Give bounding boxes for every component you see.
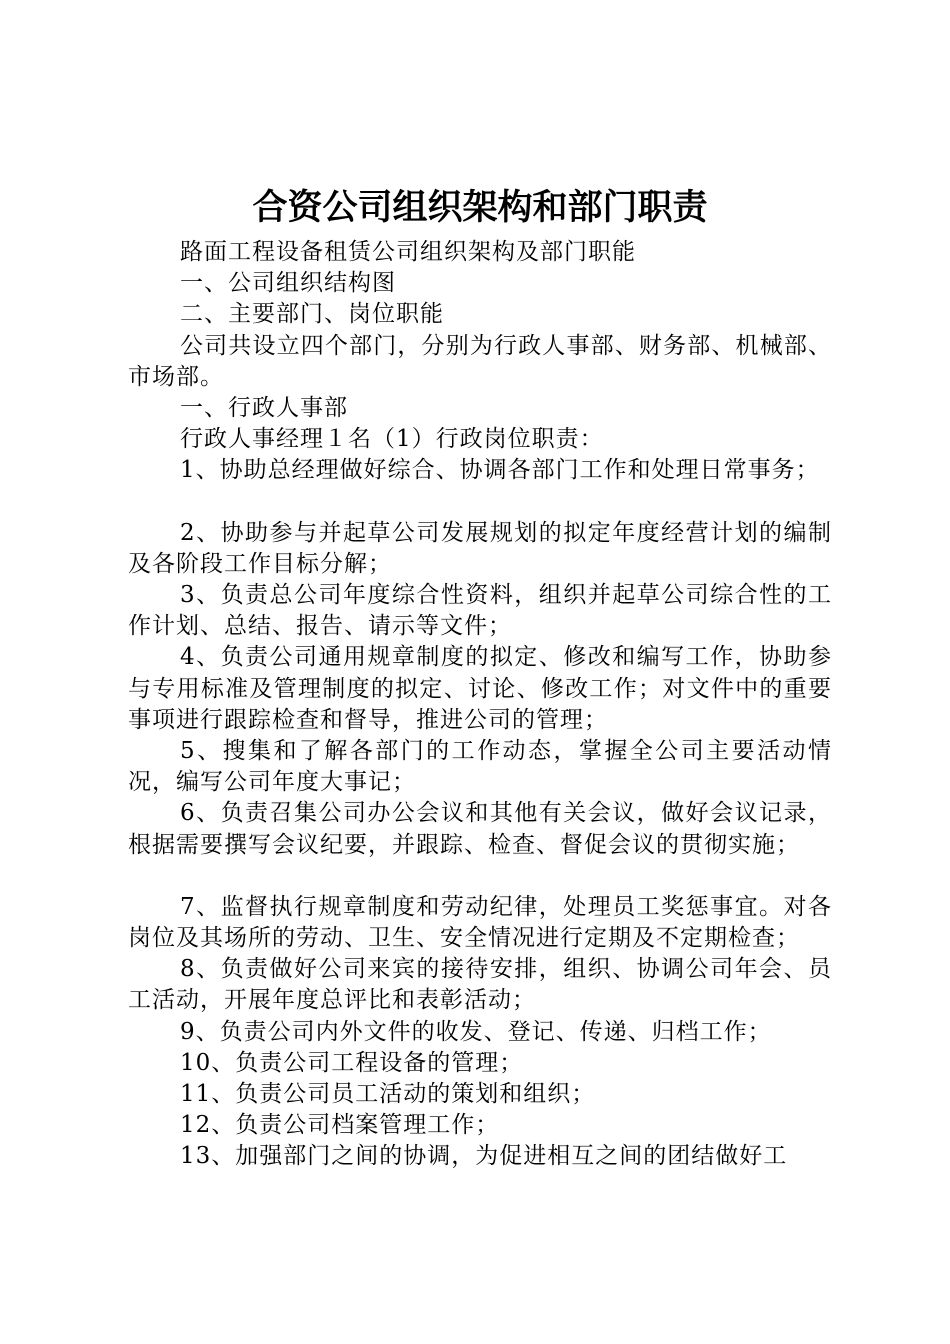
paragraph-admin-hr-heading: 一、行政人事部 — [180, 395, 348, 422]
duty-item-5: 5、搜集和了解各部门的工作动态，掌握全公司主要活动情况，编写公司年度大事记； — [128, 738, 832, 796]
document-page — [128, 183, 832, 1173]
duty-item-9: 9、负责公司内外文件的收发、登记、传递、归档工作； — [180, 1018, 772, 1045]
duty-item-1: 1、协助总经理做好综合、协调各部门工作和处理日常事务； — [180, 457, 820, 484]
duty-item-3: 3、负责总公司年度综合性资料，组织并起草公司综合性的工作计划、总结、报告、请示等文件； — [128, 582, 832, 640]
paragraph-section-org-chart: 一、公司组织结构图 — [180, 270, 396, 297]
duty-item-7: 7、监督执行规章制度和劳动纪律，处理员工奖惩事宜。对各岗位及其场所的劳动、卫生、安全情况进行定期及不定期检查； — [128, 893, 832, 952]
paragraph-subtitle: 路面工程设备租赁公司组织架构及部门职能 — [180, 239, 636, 265]
duty-item-12: 12、负责公司档案管理工作； — [180, 1112, 500, 1139]
duty-item-2: 2、协助参与并起草公司发展规划的拟定年度经营计划的编制及各阶段工作目标分解； — [128, 519, 832, 577]
duty-item-11: 11、负责公司员工活动的策划和组织； — [180, 1081, 596, 1108]
paragraph-section-duties: 二、主要部门、岗位职能 — [180, 301, 444, 328]
duty-item-13: 13、加强部门之间的协调，为促进相互之间的团结做好工 — [180, 1143, 788, 1170]
paragraph-admin-hr-manager: 行政人事经理１名（1）行政岗位职责： — [180, 426, 604, 453]
duty-item-8: 8、负责做好公司来宾的接待安排，组织、协调公司年会、员工活动，开展年度总评比和表彰活动； — [128, 956, 832, 1014]
paragraph-departments-intro: 公司共设立四个部门，分别为行政人事部、财务部、机械部、市场部。 — [128, 332, 832, 390]
duty-item-10: 10、负责公司工程设备的管理； — [180, 1049, 524, 1076]
blank-line — [128, 861, 832, 892]
duty-item-4: 4、负责公司通用规章制度的拟定、修改和编写工作，协助参与专用标准及管理制度的拟定、讨论、修改工作；对文件中的重要事项进行跟踪检查和督导，推进公司的管理； — [128, 644, 832, 733]
document-title: 合资公司组织架构和部门职责 — [252, 188, 708, 228]
blank-line — [128, 487, 832, 518]
duty-item-6: 6、负责召集公司办公会议和其他有关会议，做好会议记录，根据需要撰写会议纪要，并跟踪、检查、督促会议的贯彻实施； — [128, 800, 832, 858]
